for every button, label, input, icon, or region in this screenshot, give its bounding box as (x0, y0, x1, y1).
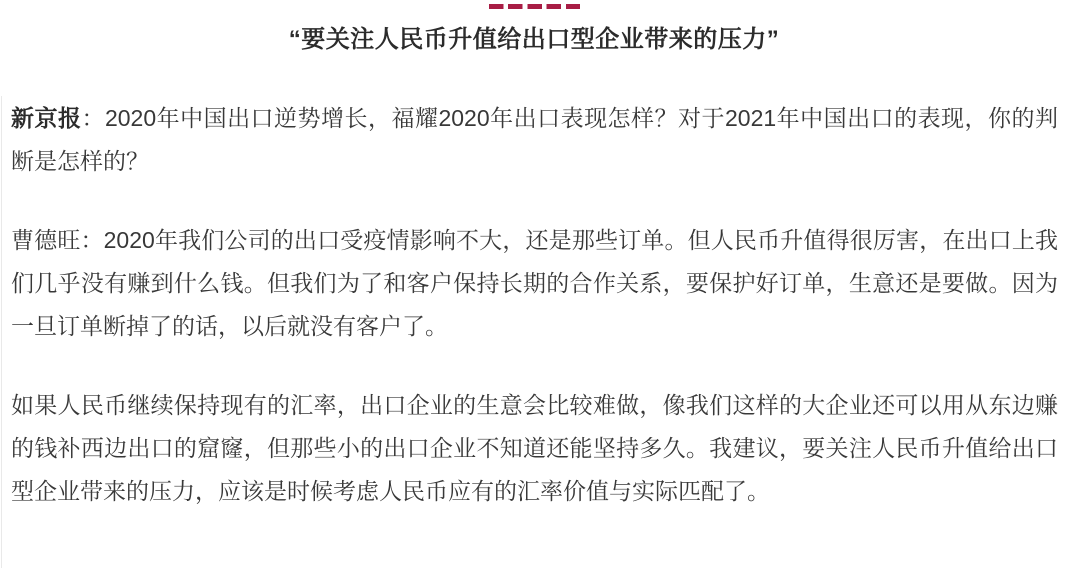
article-body (0, 97, 1068, 513)
paragraph-interviewer-question (11, 97, 1058, 183)
paragraph-answer-2 (11, 384, 1058, 513)
paragraph-text: ：2020年中国出口逆势增长，福耀2020年出口表现怎样？对于2021年中国出口的表现，你的判断是怎样的？ (11, 105, 1059, 174)
paragraph-text: 曹德旺：2020年我们公司的出口受疫情影响不大，还是那些订单。但人民币升值得很厉害，在出口上我们几乎没有赚到什么钱。但我们为了和客户保持长期的合作关系，要保护好订单，生意还是要做。因为一旦订单断掉了的话，以后就没有客户了。 (11, 227, 1058, 339)
speaker-label-xinjingbao: 新京报 (11, 105, 82, 131)
section-divider-dashes (489, 4, 580, 9)
left-edge-divider (1, 96, 2, 568)
paragraph-text: 如果人民币继续保持现有的汇率，出口企业的生意会比较难做，像我们这样的大企业还可以用从东边赚的钱补西边出口的窟窿，但那些小的出口企业不知道还能坚持多久。我建议，要关注人民币升值给出口型企业带来的压力，应该是时候考虑人民币应有的汇率价值与实际匹配了。 (11, 392, 1058, 504)
paragraph-answer-1 (11, 219, 1058, 348)
article-title: “要关注人民币升值给出口型企业带来的压力” (288, 26, 780, 53)
